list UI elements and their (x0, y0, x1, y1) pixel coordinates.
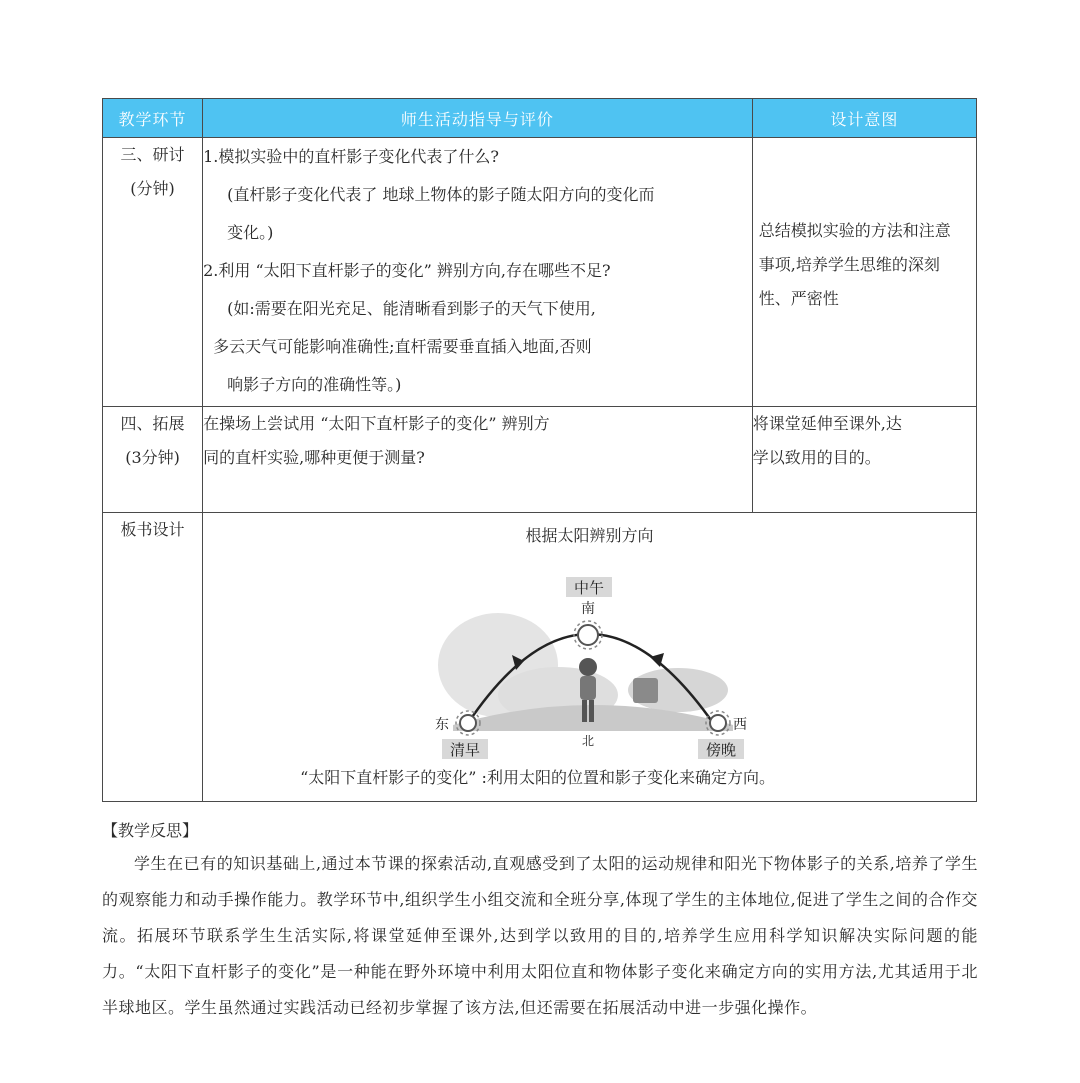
sun-icon-noon (574, 621, 602, 649)
table-row-board (103, 513, 977, 802)
header-stage: 教学环节 (103, 99, 203, 138)
header-activity: 师生活动指导与评价 (203, 99, 753, 138)
noon-label: 中午 (574, 579, 605, 597)
activity-extend (203, 407, 753, 513)
house-icon (633, 678, 658, 703)
reflection-body: 学生在已有的知识基础上,通过本节课的探索活动,直观感受到了太阳的运动规律和阳光下物体影子的关系,培养了学生的观察能力和动手操作能力。教学环节中,组织学生小组交流和全班分享,体现了学生的主体地位,促进了学生之间的合作交流。拓展环节联系学生生活实际,将课堂延伸至课外,达到学以致用的目的,培养学生应用科学知识解决实际问题的能力。“太阳下直杆影子的变化”是一种能在野外环境中利用太阳位直和物体影子变化来确定方向的实用方法,尤其适用于北半球地区。学生虽然通过实践活动已经初步掌握了该方法,但还需要在拓展活动中进一步强化操作。 (102, 854, 978, 1017)
answer-1-line2: 变化。) (227, 223, 274, 242)
intent-extend (752, 407, 976, 513)
table-header-row (103, 99, 977, 138)
board-design (203, 513, 977, 802)
question-1: 1.模拟实验中的直杆影子变化代表了什么? (203, 147, 499, 166)
sun-path-diagram (428, 555, 758, 765)
activity-extend-line2: 同的直杆实验,哪种更便于测量? (203, 448, 425, 467)
stage-extend (103, 407, 203, 513)
stage-discuss (103, 138, 203, 407)
west-label: 西 (733, 717, 748, 733)
stage-extend-time: (3分钟) (125, 448, 180, 467)
answer-2-line2: 多云天气可能影响准确性;直杆需要垂直插入地面,否则 (213, 337, 592, 356)
answer-2-line3: 响影子方向的准确性等。) (227, 375, 402, 394)
intent-extend-line1: 将课堂延伸至课外,达 (752, 414, 902, 433)
morning-label: 清早 (450, 741, 481, 759)
sun-icon-east (456, 711, 480, 735)
intent-extend-line2: 学以致用的目的。 (752, 448, 881, 467)
activity-extend-line1: 在操场上尝试用 “太阳下直杆影子的变化” 辨别方 (203, 414, 550, 433)
board-caption: “太阳下直杆影子的变化” :利用太阳的位置和影子变化来确定方向。 (300, 768, 775, 787)
question-2: 2.利用 “太阳下直杆影子的变化” 辨别方向,存在哪些不足? (203, 261, 611, 280)
stage-extend-title: 四、拓展 (120, 414, 185, 433)
answer-2-line1: (如:需要在阳光充足、能清晰看到影子的天气下使用, (227, 299, 596, 318)
stage-discuss-title: 三、研讨 (120, 145, 185, 164)
east-label: 东 (435, 717, 450, 733)
table-row-discuss (103, 138, 977, 407)
answer-1-line1: (直杆影子变化代表了 地球上物体的影子随太阳方向的变化而 (227, 185, 655, 204)
reflection-title: 【教学反思】 (102, 821, 199, 840)
sun-icon-west (706, 711, 730, 735)
intent-discuss: 总结模拟实验的方法和注意事项,培养学生思维的深刻性、严密性 (758, 221, 951, 308)
lesson-table (102, 98, 977, 802)
evening-label: 傍晚 (706, 741, 737, 759)
activity-discuss (203, 138, 753, 407)
intent-discuss-cell (752, 138, 976, 407)
header-intent: 设计意图 (752, 99, 976, 138)
board-title: 根据太阳辨别方向 (525, 526, 654, 545)
north-label: 北 (582, 734, 595, 748)
table-row-extend (103, 407, 977, 513)
stage-discuss-time: (分钟) (130, 179, 175, 198)
intent-discuss-wrap (753, 138, 976, 404)
stage-board: 板书设计 (103, 513, 203, 802)
south-label: 南 (581, 601, 596, 617)
